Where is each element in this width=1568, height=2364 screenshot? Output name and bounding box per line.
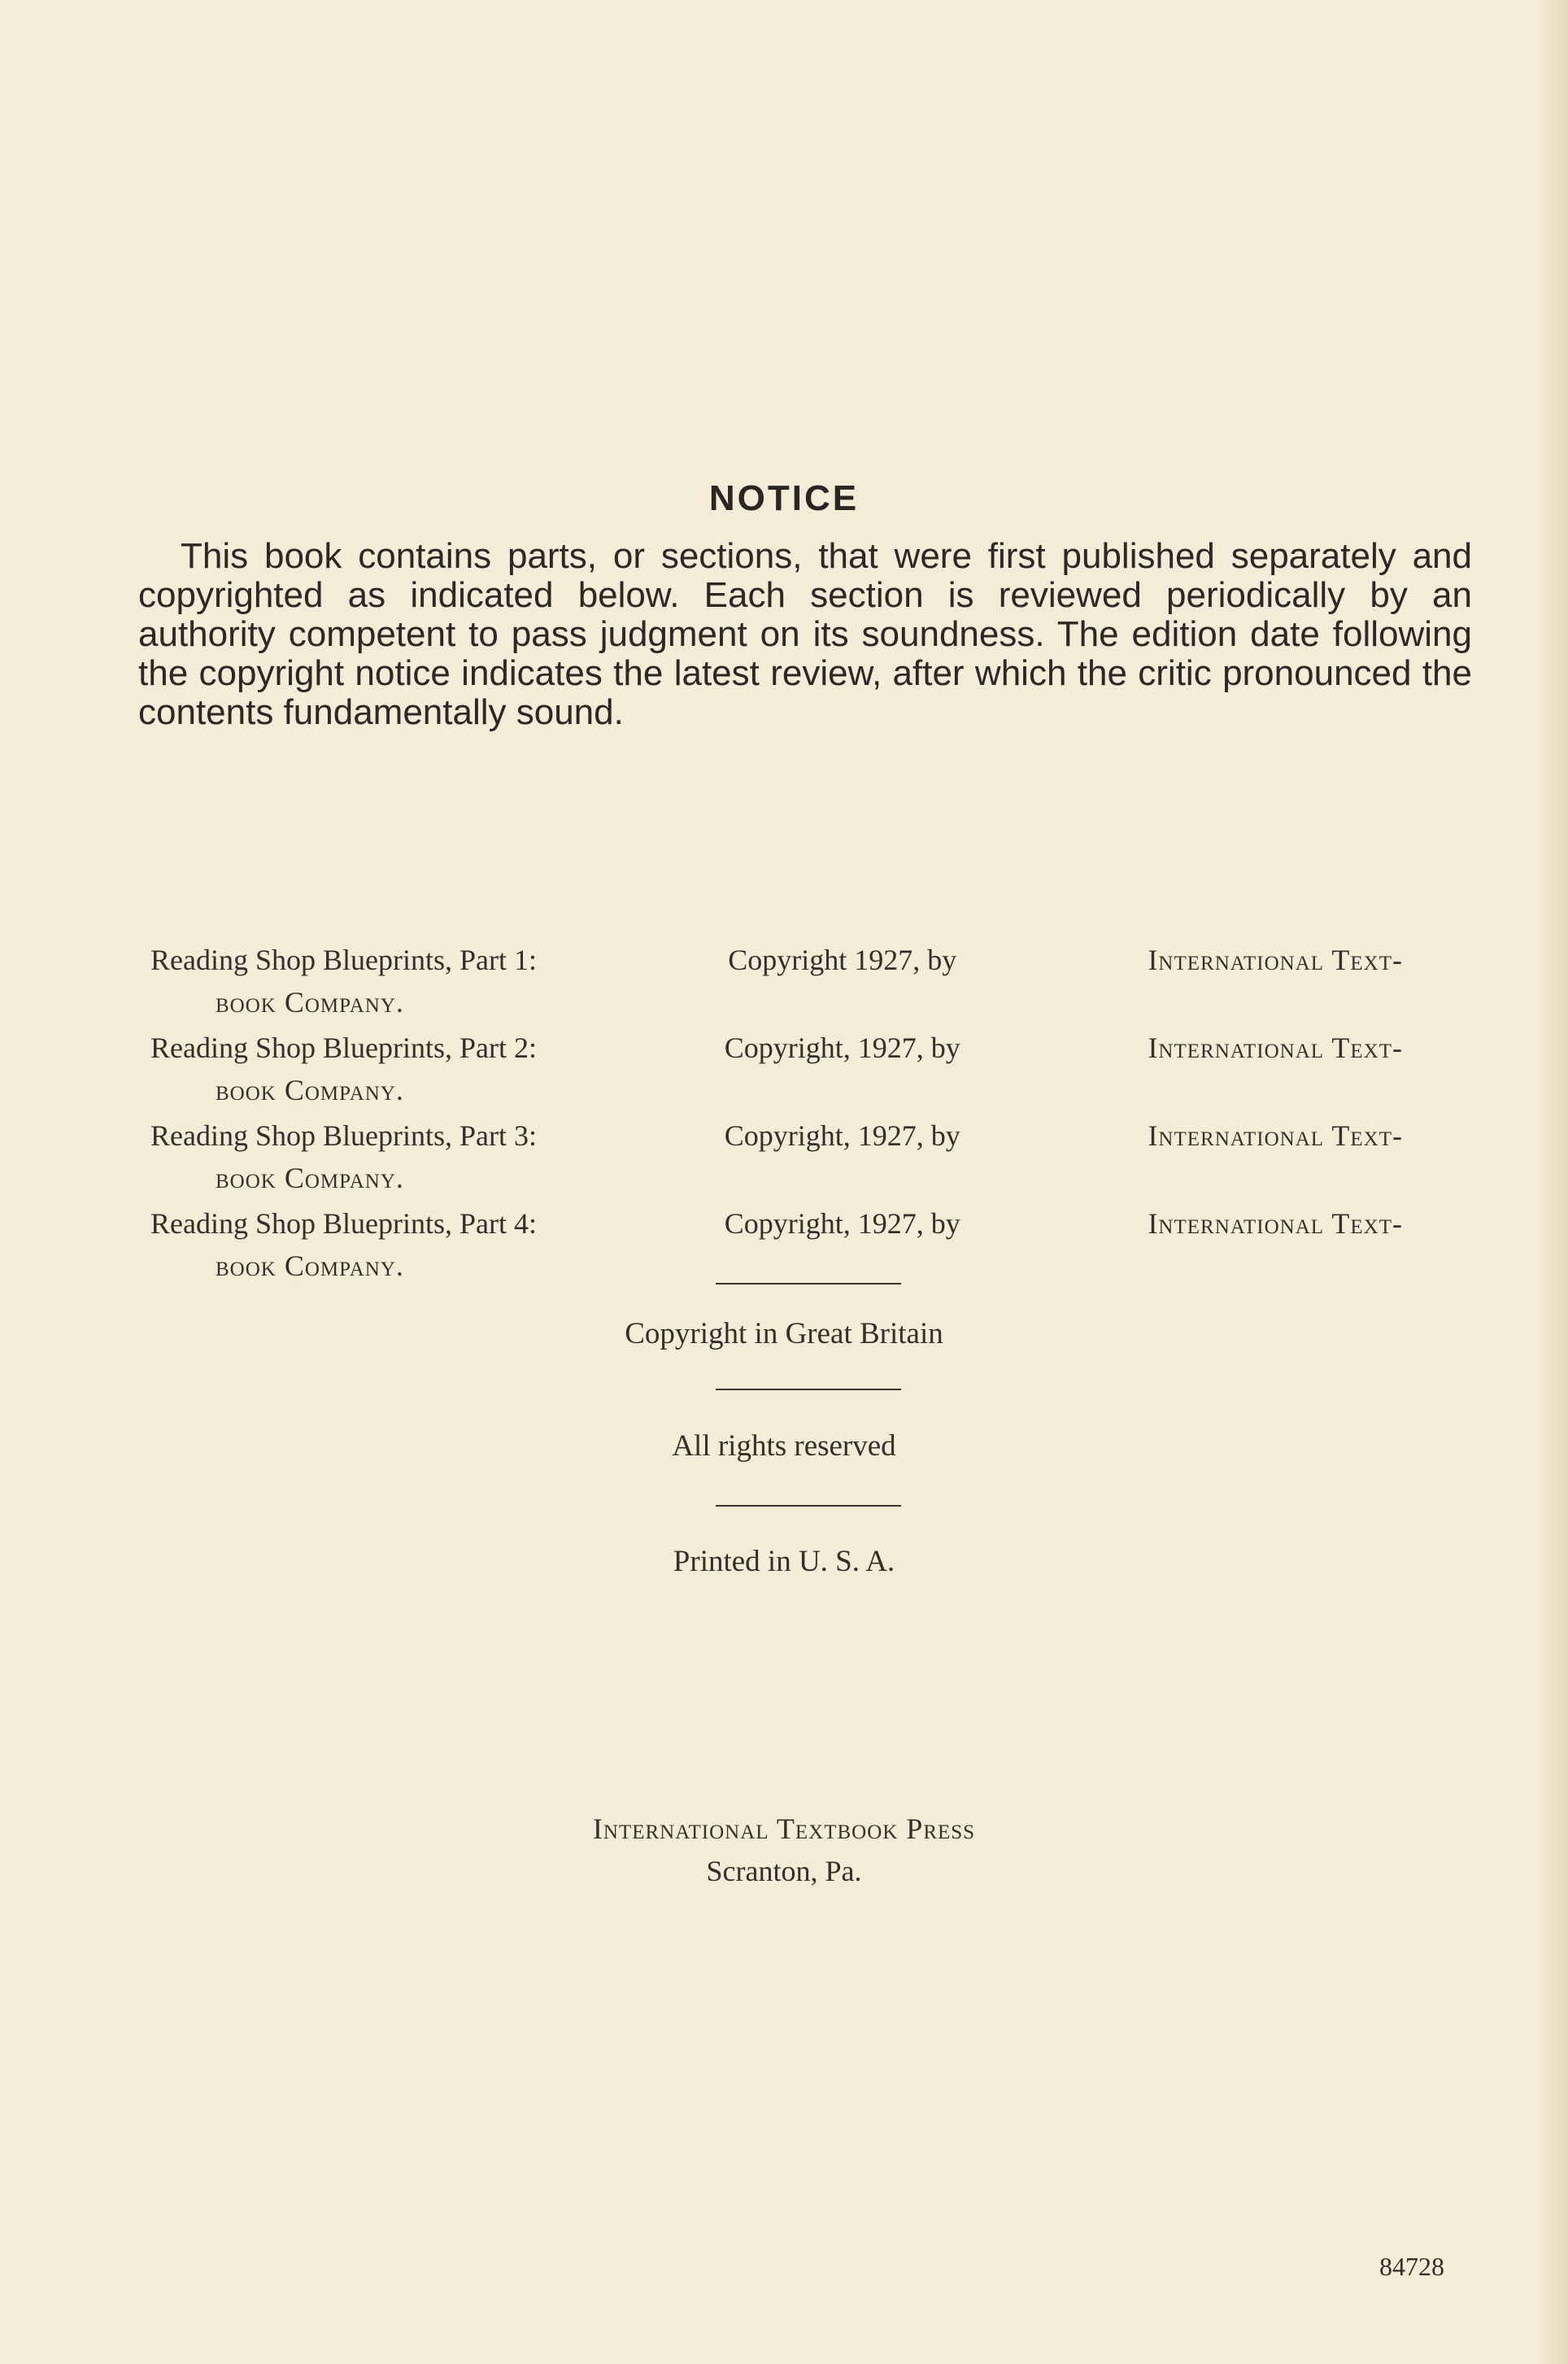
entry-holder-continued: book Company. [216,986,404,1018]
all-rights-reserved: All rights reserved [672,1429,896,1463]
entry-title: Reading Shop Blueprints, Part 2: [150,1032,537,1064]
entry-statement: Copyright, 1927, by [724,1207,960,1240]
publisher-name: International Textbook Press [592,1812,976,1845]
copyright-list [150,939,1403,1290]
notice-title: NOTICE [708,478,860,518]
copyright-great-britain: Copyright in Great Britain [625,1317,943,1350]
divider-rule [716,1389,901,1390]
printed-in: Printed in U. S. A. [673,1545,895,1578]
entry-holder-continued: book Company. [216,1074,404,1106]
publisher-city: Scranton, Pa. [706,1855,862,1887]
copyright-entry-3 [150,1114,1403,1199]
entry-holder: International Text- [1148,1032,1403,1064]
divider-rule [716,1283,901,1284]
entry-holder-continued: book Company. [216,1250,404,1282]
entry-title: Reading Shop Blueprints, Part 1: [150,944,537,976]
entry-statement: Copyright, 1927, by [724,1032,960,1064]
copyright-entry-4 [150,1202,1403,1287]
divider-rule [716,1505,901,1507]
entry-title: Reading Shop Blueprints, Part 4: [150,1207,537,1240]
entry-holder: International Text- [1148,1207,1403,1240]
catalog-number: 84728 [1379,2252,1444,2281]
page-edge-shadow [1535,0,1568,2364]
entry-title: Reading Shop Blueprints, Part 3: [150,1119,537,1152]
copyright-entry-1 [150,939,1403,1023]
entry-holder: International Text- [1148,1119,1403,1152]
notice-body: This book contains parts, or sections, that were first published separately and copyrighted as indicated below. Each section is reviewed periodically by an authority competent to pass judgment on its soundness. The edition date following the copyright notice indicates the latest review, after which the critic pronounced the contents fundamentally sound. [138,536,1472,732]
copyright-entry-2 [150,1027,1403,1111]
entry-holder-continued: book Company. [216,1162,404,1194]
publisher-imprint [0,1808,1568,1892]
entry-statement: Copyright, 1927, by [724,1119,960,1152]
entry-holder: International Text- [1148,944,1403,976]
entry-statement: Copyright 1927, by [728,944,957,976]
